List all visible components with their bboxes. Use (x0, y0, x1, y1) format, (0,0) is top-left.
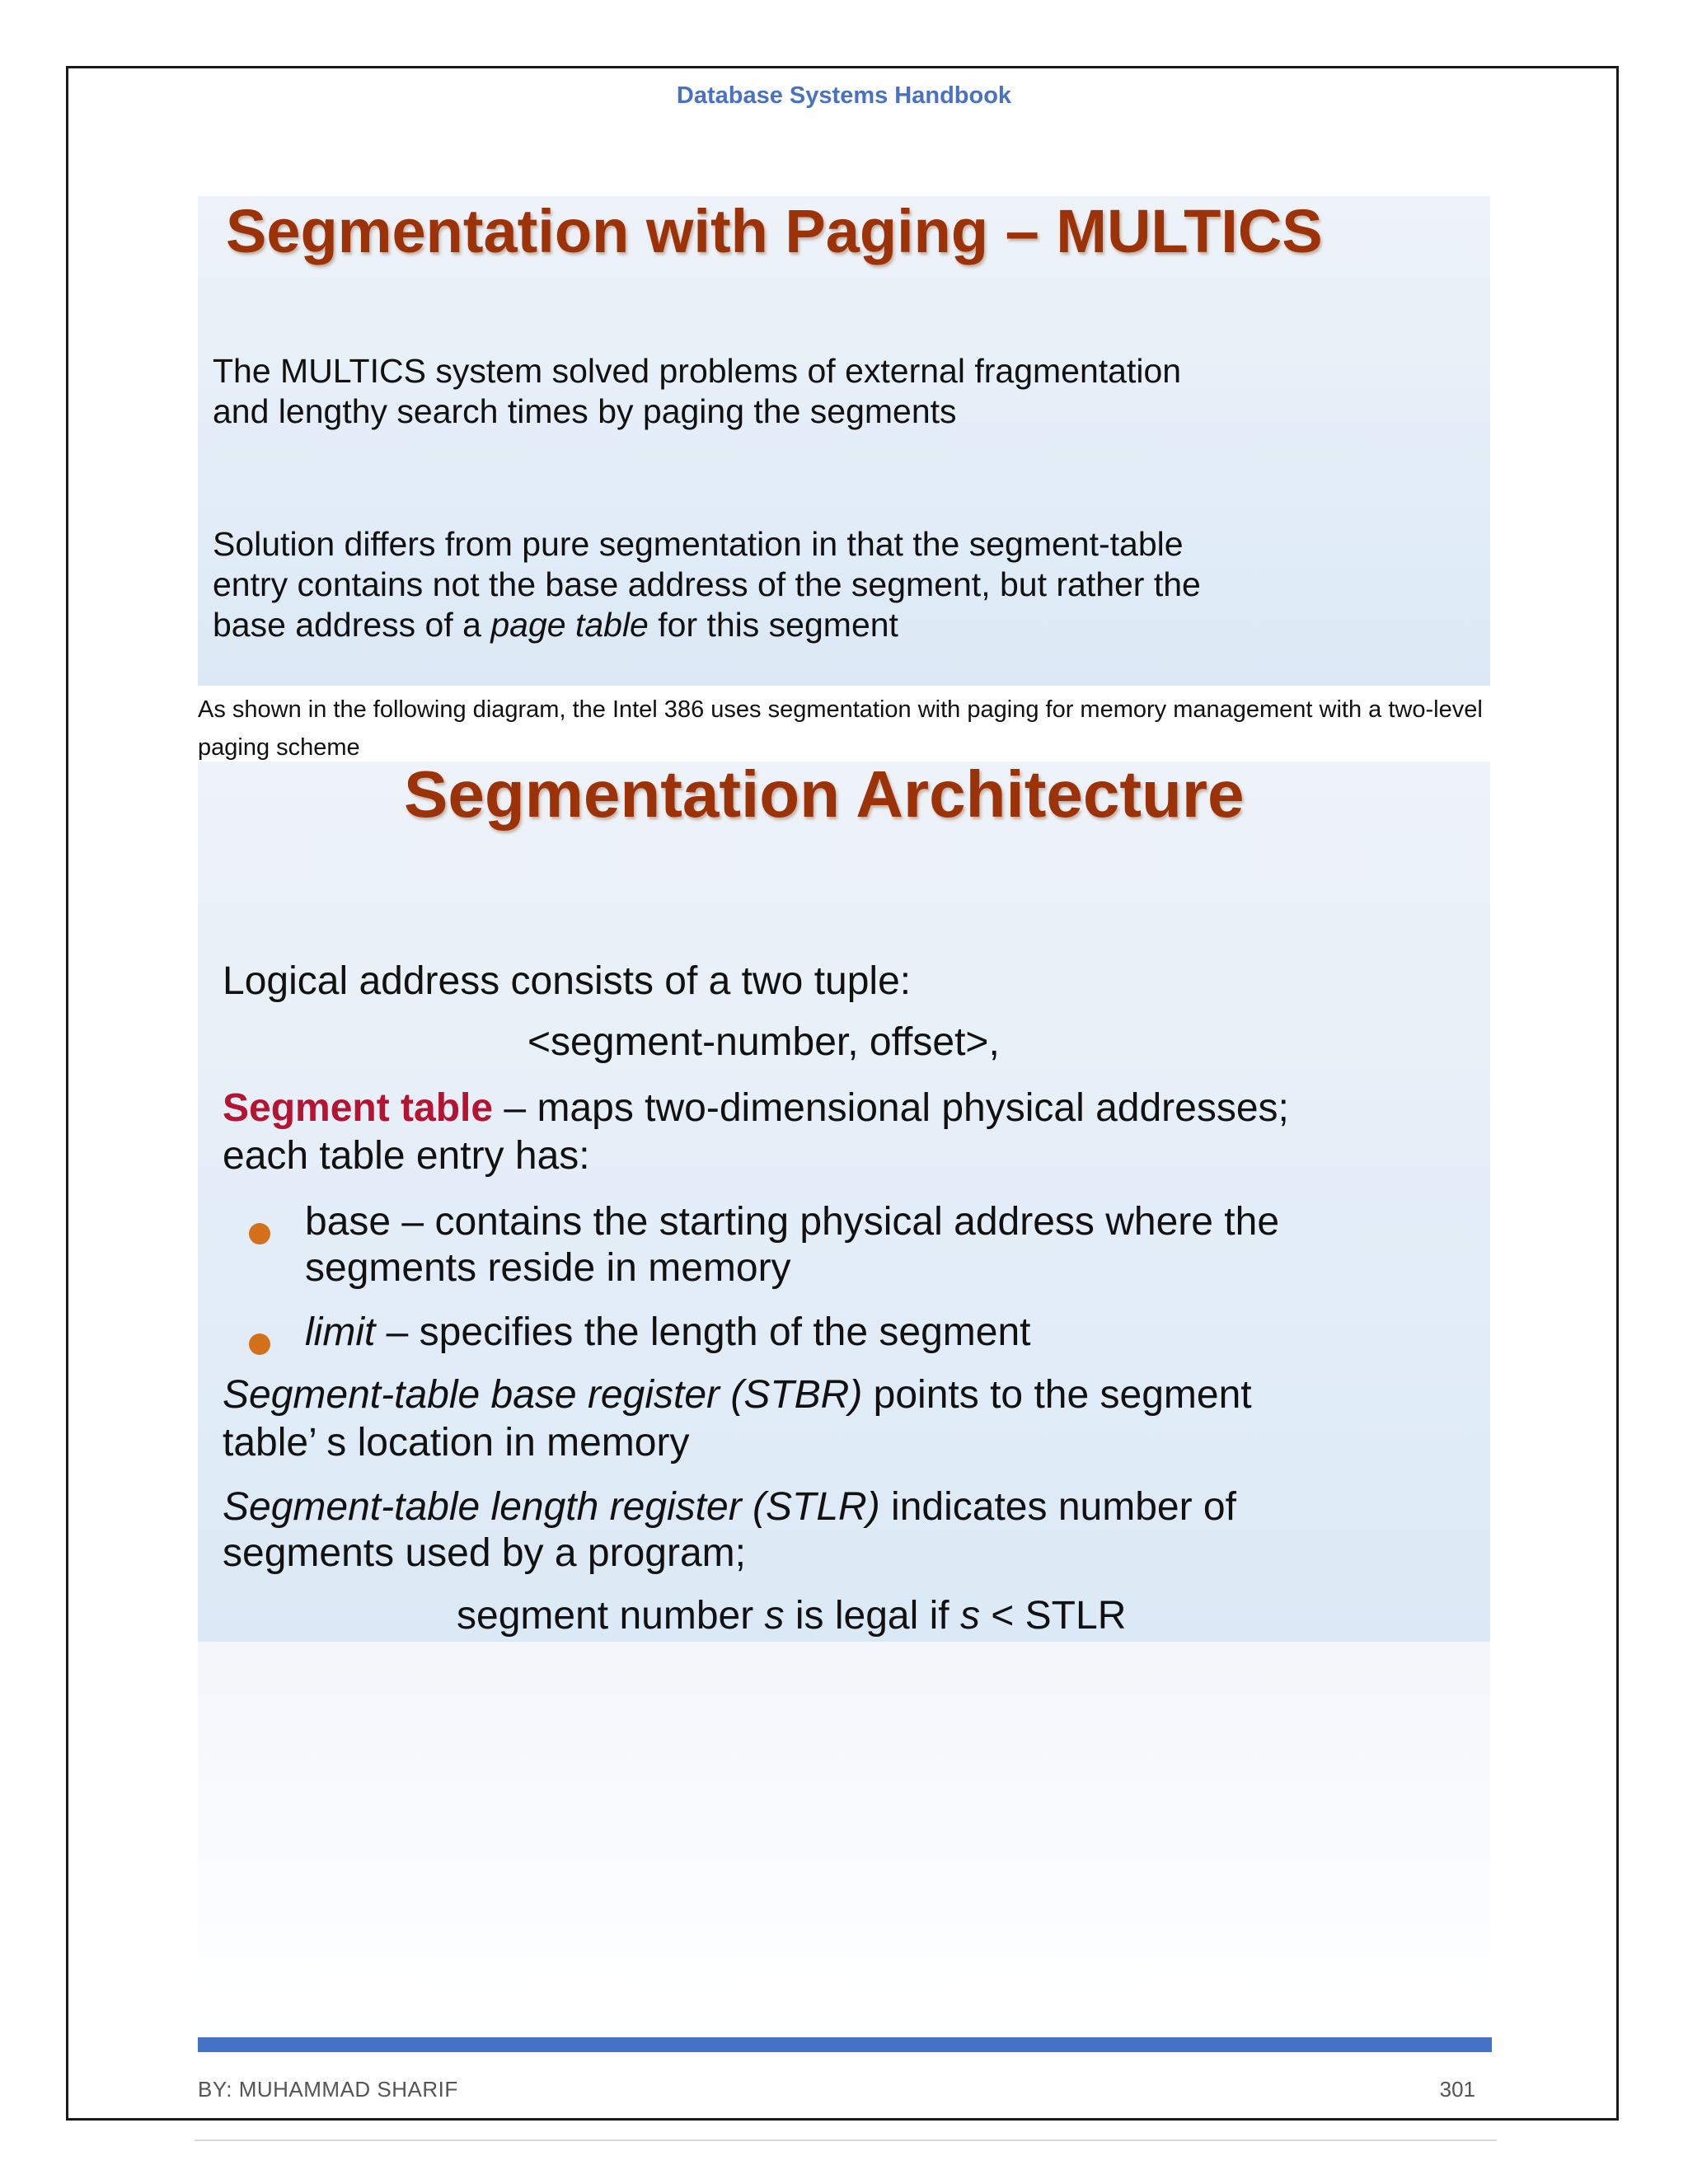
para2-text: Solution differs from pure segmentation in that the segment-table entry contains not the base address of the segment, but rather the base address of a (213, 525, 1201, 644)
legal-text-c: < STLR (979, 1594, 1127, 1638)
segment-table-line (223, 1085, 1289, 1132)
tuple-line: <segment-number, offset>, (528, 1020, 1000, 1064)
slide-fade-area (198, 1642, 1490, 2037)
bullet-base-line-2: segments reside in memory (305, 1246, 791, 1290)
stlr-line-1 (223, 1483, 1236, 1531)
segment-table-term: Segment table (223, 1086, 494, 1130)
legal-text-b: is legal if (784, 1594, 960, 1638)
segment-table-desc: – maps two-dimensional physical addresses; (493, 1086, 1289, 1130)
limit-desc: – specifies the length of the segment (375, 1310, 1031, 1354)
footer-author: BY: MUHAMMAD SHARIF (198, 2077, 458, 2102)
stbr-desc: points to the segment (862, 1373, 1252, 1417)
slide-multics (198, 196, 1490, 686)
logical-address-line: Logical address consists of a two tuple: (223, 959, 912, 1003)
legal-text-a: segment number (457, 1594, 765, 1638)
stbr-line-2: table’ s location in memory (223, 1421, 690, 1465)
stlr-line-2: segments used by a program; (223, 1531, 746, 1575)
stbr-term: Segment-table base register (STBR) (223, 1373, 863, 1417)
slide-title-architecture: Segmentation Architecture (404, 762, 1245, 831)
caption-text: As shown in the following diagram, the Intel 386 uses segmentation with paging for memory management with a two-level paging scheme (198, 696, 1483, 761)
limit-term: limit (305, 1310, 376, 1354)
para2-italic: page table (490, 606, 649, 644)
segment-table-line-2: each table entry has: (223, 1134, 590, 1178)
bullet-base-line-1: base – contains the starting physical address where the (305, 1200, 1280, 1244)
bullet-limit-line (305, 1309, 1030, 1357)
multics-paragraph-1: The MULTICS system solved problems of external fragmentation and lengthy search times by paging the segments (213, 352, 1182, 430)
page-number: 301 (1439, 2077, 1475, 2102)
bullet-icon (249, 1333, 270, 1355)
legal-var-s: s (959, 1594, 980, 1638)
stlr-term: Segment-table length register (STLR) (223, 1485, 880, 1529)
bottom-divider (195, 2139, 1497, 2141)
slide-segmentation-architecture (198, 762, 1490, 1642)
legal-var-s: s (764, 1594, 785, 1638)
header-title: Database Systems Handbook (676, 82, 1012, 109)
stlr-desc: indicates number of (879, 1485, 1236, 1529)
legal-condition-line (457, 1592, 1126, 1640)
stbr-line-1 (223, 1371, 1252, 1419)
para2-text-end: for this segment (648, 606, 898, 644)
multics-paragraph-2 (213, 524, 1202, 645)
footer-bar (198, 2037, 1492, 2052)
bullet-icon (249, 1223, 270, 1244)
slide-title-multics: Segmentation with Paging – MULTICS (226, 197, 1323, 265)
